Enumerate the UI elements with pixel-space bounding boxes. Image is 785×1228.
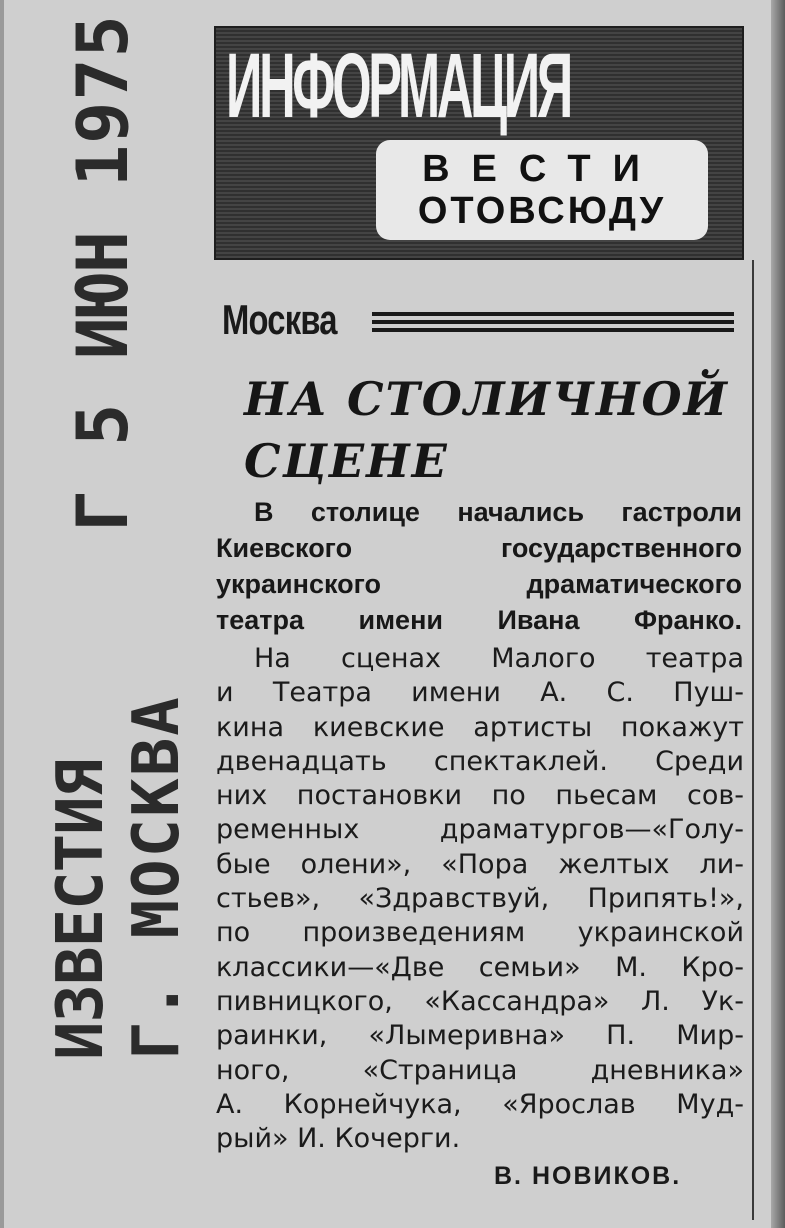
lead-line: В столице начались гастроли — [254, 497, 742, 527]
author-signature: В. НОВИКОВ. — [494, 1162, 682, 1190]
body-line: раинки, «Лымеривна» П. Мир- — [216, 1020, 744, 1052]
paper-right-edge — [771, 0, 785, 1228]
body-line: бые олени», «Пора желтых ли- — [216, 848, 744, 880]
headline-line: НА СТОЛИЧНОЙ — [244, 372, 729, 426]
body-line: А. Корнейчука, «Ярослав Муд- — [216, 1088, 744, 1120]
article-body — [216, 642, 744, 1156]
paper-left-edge — [0, 0, 4, 1228]
body-line: стьев», «Здравствуй, Припять!», — [216, 883, 744, 915]
dateline-rules — [372, 312, 734, 338]
body-line: рый» И. Кочерги. — [216, 1123, 461, 1155]
column-rule — [752, 260, 754, 1220]
body-line: классики—«Две семьи» М. Кро- — [216, 951, 744, 983]
lead-line: украинского драматического — [216, 569, 742, 599]
body-line: ного, «Страница дневника» — [216, 1054, 744, 1086]
body-line: и Театра имени А. С. Пуш- — [216, 677, 744, 709]
body-line: по произведениям украинской — [216, 917, 744, 949]
headline-line: СЦЕНЕ — [244, 434, 449, 488]
lead-line: Киевского государственного — [216, 533, 742, 563]
banner-title: ИНФОРМАЦИЯ — [226, 35, 570, 137]
dateline-city: Москва — [222, 296, 337, 343]
body-line: кина киевские артисты покажут — [216, 711, 744, 743]
banner-subtitle-box — [376, 140, 708, 240]
banner-subtitle-line2: ОТОВСЮДУ — [417, 190, 667, 232]
section-banner — [214, 26, 744, 260]
date-stamp: Г 5 ИЮН 1975 — [62, 14, 144, 532]
lead-line: театра имени Ивана Франко. — [216, 605, 742, 635]
body-line: двенадцать спектаклей. Среди — [216, 745, 744, 777]
dateline-rule — [372, 320, 734, 324]
body-line: пивницкого, «Кассандра» Л. Ук- — [216, 985, 744, 1017]
dateline-rule — [372, 312, 734, 316]
article-lead — [216, 494, 742, 638]
article-headline — [244, 368, 744, 492]
city-stamp: Г. МОСКВА — [120, 695, 194, 1060]
body-line: На сценах Малого театра — [254, 643, 744, 674]
body-line: ременных драматургов—«Голу- — [216, 814, 744, 846]
banner-subtitle-line1: ВЕСТИ — [422, 148, 662, 190]
body-line: них постановки по пьесам сов- — [216, 780, 744, 812]
dateline-rule — [372, 328, 734, 332]
newspaper-stamp: ИЗВЕСТИЯ — [44, 759, 118, 1060]
